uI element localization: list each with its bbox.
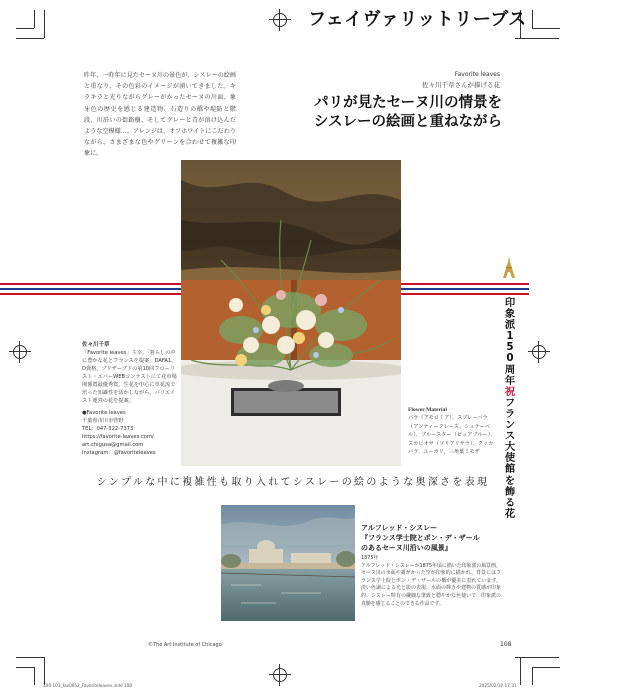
crop-mark (16, 667, 34, 668)
vertical-title-char: 年 (504, 374, 516, 387)
curator-profile (82, 341, 180, 457)
tricolor-stripe-right (401, 283, 529, 297)
vertical-title-char: ン (504, 419, 516, 432)
vertical-title-char: 象 (504, 308, 516, 321)
crop-mark (34, 10, 35, 28)
page-header-title: フェイヴァリットリーブス (308, 9, 527, 30)
flower-material (408, 406, 498, 456)
page-number: 108 (500, 641, 512, 648)
crop-mark (515, 38, 559, 39)
vertical-title-char: 使 (504, 452, 516, 465)
registration-mark-icon (9, 341, 31, 363)
shop-address: 千葉県市川市菅野 (82, 418, 124, 424)
vertical-title-char: 館 (504, 463, 516, 476)
artwork-description (361, 555, 501, 608)
crop-mark (532, 10, 533, 28)
vertical-title-char: 花 (504, 507, 516, 520)
crop-mark (44, 10, 45, 38)
shop-name: ●Favorite leaves (82, 410, 126, 416)
shop-url[interactable]: https://favorite-leaves.com/ (82, 434, 154, 440)
shop-tel: TEL：047-322-7373 (82, 426, 134, 432)
flower-arrangement-photo (181, 160, 401, 466)
crop-mark (532, 28, 560, 29)
vertical-title (503, 298, 517, 520)
vertical-title-char: フ (504, 396, 516, 409)
feature-curator: 佐々川千草さんが捧げる花 (422, 81, 500, 89)
vertical-title-char: 5 (506, 341, 514, 354)
artwork-title-2: のあるセーヌ川沿いの風景』 (361, 544, 452, 552)
crop-mark (16, 38, 44, 39)
vertical-title-char: 印 (504, 297, 516, 309)
vertical-title-char: を (504, 474, 516, 487)
shop-email[interactable]: art.chigusa@gmail.com (82, 442, 144, 448)
vertical-title-char: 周 (504, 363, 516, 376)
footer-file-info: 100-103_fav0052_Favoriteleaves.indd 108 (43, 683, 132, 688)
profile-bio: 「Favorite leaves」主宰。「暮らしの中に豊かな花とフランスを提案」DAFA1、D資格。ブリザーブドの第10回フローリスト・エバーWEBコンテストにて花市場関係賞最優秀賞。生花を中心に草花流で培った知識性を活かしながら、バリエイスト運営の花を提案。 (82, 350, 177, 404)
feature-kicker: Favorite leaves (454, 71, 500, 78)
flower-material-text: バラ（アモロミア）、スプレーバラ（アンティークレース、シュテーベル）、ブルースター（ピュアブルー）、スカビオサ（ソリアリサラ）、クッカバラ、ユーカリ、三角葉ミモザ (408, 415, 496, 456)
flower-material-heading: Flower Material (408, 407, 447, 413)
vertical-title-char: ラ (504, 407, 516, 420)
vertical-title-char: 大 (504, 441, 516, 454)
vertical-title-char: 飾 (504, 485, 516, 498)
crop-mark (515, 657, 559, 658)
artwork-body: アルフレッド・シスレーが1875年頃に描いた印象派の風景画。セーヌ川の水面や霧がかった空が印象的に描かれ、背景にはフランス学士院とポン・デ・ザールの橋が優美に表れています。淡い色調による光と影の表現、水面の輝きや建物の質感が印象的。シスレー特有の繊細な筆致と穏やかな色使いで、印象派の真髄を感じることのできる作品です。 (361, 562, 501, 607)
painting-credit: ©The Art Institute of Chicago (148, 642, 222, 648)
section-subheading: シンプルな中に複雑性も取り入れてシスレーの絵のような奥深さを表現 (96, 477, 490, 488)
registration-mark-icon (269, 664, 291, 686)
feature-headline (296, 94, 502, 132)
sisley-painting (221, 505, 355, 621)
profile-name: 佐々川千草 (82, 342, 110, 348)
headline-line-2: シスレーの絵画と重ねながら (313, 114, 502, 130)
tricolor-stripe-left (0, 283, 181, 297)
crop-mark (16, 657, 44, 658)
eiffel-tower-icon (502, 256, 516, 278)
artwork-artist: アルフレッド・シスレー (361, 524, 438, 532)
crop-mark (44, 657, 45, 685)
crop-mark (34, 667, 35, 685)
crop-mark (16, 28, 34, 29)
vertical-title-char: 派 (504, 319, 516, 332)
shop-instagram[interactable]: Instagram：@favoriteleaves (82, 450, 156, 456)
artwork-title-block (361, 523, 501, 553)
lead-paragraph: 昨年、一昨年に見たセーヌ川の景色が、シスレーの絵画と重なり、その色彩のイメージが湧いてきました。キラキラと光りながらグレーがかったセーヌの川面、象牙色の歴史を感じる建造物、石造りの橋や堤防と階段、川沿いの街路樹、そしてグレーと青が溶け込んだような空模様…。アレンジは、オフホワイトにこだわりながら、さまざまな色やグリーンを合わせて複雑な印象に。 (84, 72, 236, 158)
vertical-title-char: 祝 (504, 385, 516, 398)
vertical-title-char: る (504, 496, 516, 509)
crop-mark (532, 667, 560, 668)
artwork-year: 1875年 (361, 555, 379, 561)
footer-date: 2025/02/10 17:31 (479, 683, 517, 688)
vertical-title-char: 0 (506, 352, 514, 365)
vertical-title-char: ス (504, 430, 516, 443)
headline-line-1: パリが見たセーヌ川の情景を (314, 95, 502, 111)
crop-mark (520, 657, 521, 685)
registration-mark-icon (528, 341, 550, 363)
registration-mark-icon (269, 9, 291, 31)
artwork-title: 『フランス学士院とポン・デ・ザール (361, 534, 480, 542)
vertical-title-char: 1 (506, 330, 514, 343)
crop-mark (532, 667, 533, 685)
